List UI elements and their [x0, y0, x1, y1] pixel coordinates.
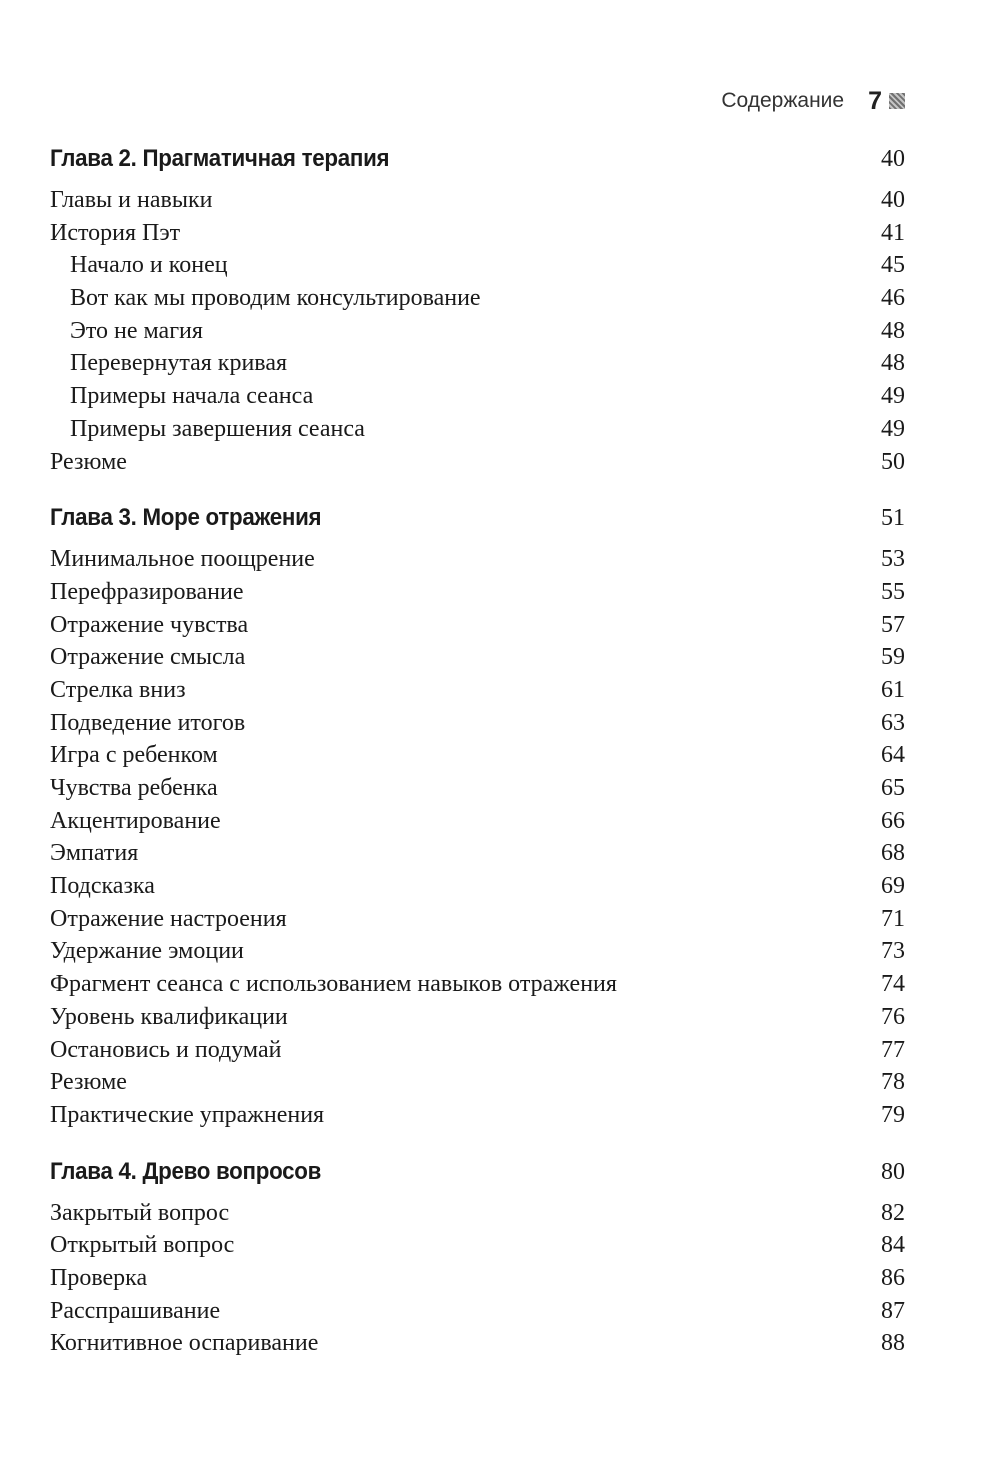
toc-entry [50, 775, 905, 808]
entry-title: История Пэт [50, 219, 181, 246]
chapter-heading [50, 1158, 905, 1191]
entry-page-number: 48 [881, 317, 905, 344]
toc-entry [50, 546, 905, 579]
entry-page-number: 64 [881, 742, 905, 769]
toc-entry [50, 579, 905, 612]
toc-entry [50, 710, 905, 743]
entry-title: Уровень квалификации [50, 1003, 288, 1030]
toc-entry [50, 971, 905, 1004]
toc-subentry [50, 350, 905, 383]
entry-page-number: 46 [881, 285, 905, 312]
chapter-title: Глава 4. Древо вопросов [50, 1157, 322, 1185]
entry-page-number: 66 [881, 807, 905, 834]
entry-title: Остановись и подумай [50, 1036, 282, 1063]
toc-entry [50, 938, 905, 971]
chapter-heading [50, 504, 905, 537]
entry-title: Чувства ребенка [50, 775, 218, 801]
toc-subentry [50, 252, 905, 285]
entry-page-number: 59 [881, 644, 905, 671]
entry-title: Главы и навыки [50, 187, 213, 213]
table-of-contents [50, 145, 905, 1386]
entry-title: Подсказка [50, 873, 155, 900]
running-header [721, 86, 905, 116]
entry-page-number: 82 [881, 1199, 905, 1226]
running-header-section: Содержание [721, 89, 845, 112]
book-page [50, 0, 905, 1483]
entry-title: Перевернутая кривая [70, 350, 288, 377]
toc-entry [50, 1298, 905, 1331]
toc-entry [50, 1037, 905, 1070]
toc-entry [50, 677, 905, 710]
page-number: 7 [868, 86, 882, 115]
toc-chapter [50, 1158, 905, 1363]
toc-entry [50, 1232, 905, 1265]
entry-title: Акцентирование [50, 807, 221, 834]
toc-subentry [50, 416, 905, 449]
chapter-page-number: 51 [881, 505, 905, 532]
entry-page-number: 88 [881, 1330, 905, 1357]
entry-page-number: 50 [881, 448, 905, 475]
toc-entry [50, 612, 905, 645]
entry-title: Удержание эмоции [50, 938, 244, 965]
entry-title: Примеры завершения сеанса [70, 415, 365, 442]
entry-title: Проверка [50, 1264, 148, 1291]
toc-entry [50, 1069, 905, 1102]
entry-page-number: 87 [881, 1297, 905, 1324]
entry-title: Игра с ребенком [50, 742, 218, 769]
entry-title: Подведение итогов [50, 709, 246, 736]
toc-entry [50, 840, 905, 873]
entry-page-number: 45 [881, 252, 905, 279]
toc-chapter [50, 504, 905, 1134]
entry-title: Отражение смысла [50, 644, 246, 671]
entry-page-number: 53 [881, 546, 905, 573]
entry-title: Перефразирование [50, 578, 244, 605]
entry-title: Это не магия [70, 317, 203, 344]
entry-page-number: 74 [881, 971, 905, 998]
page-marker-square-icon [889, 93, 905, 109]
chapter-title: Глава 2. Прагматичная терапия [50, 145, 390, 172]
entry-page-number: 41 [881, 219, 905, 246]
entry-page-number: 63 [881, 709, 905, 736]
chapter-page-number: 80 [881, 1158, 905, 1185]
toc-chapter [50, 145, 905, 481]
entry-title: Стрелка вниз [50, 676, 186, 703]
entry-page-number: 49 [881, 415, 905, 442]
chapter-page-number: 40 [881, 146, 905, 172]
toc-entry [50, 1102, 905, 1135]
chapter-title: Глава 3. Море отражения [50, 504, 322, 532]
entry-page-number: 73 [881, 938, 905, 965]
entry-page-number: 79 [881, 1101, 905, 1128]
toc-entry [50, 906, 905, 939]
toc-subentry [50, 285, 905, 318]
toc-subentry [50, 383, 905, 416]
entry-title: Резюме [50, 1069, 127, 1096]
entry-page-number: 68 [881, 840, 905, 867]
entry-title: Практические упражнения [50, 1101, 325, 1128]
entry-page-number: 78 [881, 1069, 905, 1096]
entry-title: Отражение настроения [50, 905, 287, 932]
entry-title: Начало и конец [70, 252, 228, 279]
entry-page-number: 86 [881, 1264, 905, 1291]
toc-subentry [50, 318, 905, 351]
toc-entry [50, 187, 905, 220]
entry-title: Когнитивное оспаривание [50, 1330, 319, 1357]
entry-title: Примеры начала сеанса [70, 383, 314, 410]
entry-title: Фрагмент сеанса с использованием навыков отражения [50, 971, 617, 998]
entry-page-number: 40 [881, 187, 905, 213]
chapter-heading [50, 145, 905, 178]
entry-page-number: 57 [881, 611, 905, 638]
entry-page-number: 61 [881, 676, 905, 703]
toc-entry [50, 808, 905, 841]
toc-entry [50, 449, 905, 482]
toc-entry [50, 1200, 905, 1233]
toc-entry [50, 644, 905, 677]
entry-page-number: 76 [881, 1003, 905, 1030]
toc-entry [50, 1330, 905, 1363]
entry-page-number: 49 [881, 383, 905, 410]
toc-entry [50, 1265, 905, 1298]
entry-title: Вот как мы проводим консультирование [70, 285, 481, 312]
entry-title: Минимальное поощрение [50, 546, 315, 573]
entry-title: Расспрашивание [50, 1297, 221, 1324]
entry-title: Открытый вопрос [50, 1232, 235, 1259]
entry-page-number: 84 [881, 1232, 905, 1259]
entry-title: Резюме [50, 448, 127, 475]
toc-entry [50, 873, 905, 906]
entry-page-number: 48 [881, 350, 905, 377]
entry-title: Эмпатия [50, 840, 139, 867]
toc-entry [50, 1004, 905, 1037]
entry-page-number: 77 [881, 1036, 905, 1063]
entry-page-number: 69 [881, 873, 905, 900]
entry-page-number: 65 [881, 775, 905, 801]
entry-page-number: 71 [881, 905, 905, 932]
toc-entry [50, 742, 905, 775]
toc-entry [50, 220, 905, 253]
entry-title: Отражение чувства [50, 611, 249, 638]
entry-page-number: 55 [881, 578, 905, 605]
entry-title: Закрытый вопрос [50, 1199, 230, 1226]
